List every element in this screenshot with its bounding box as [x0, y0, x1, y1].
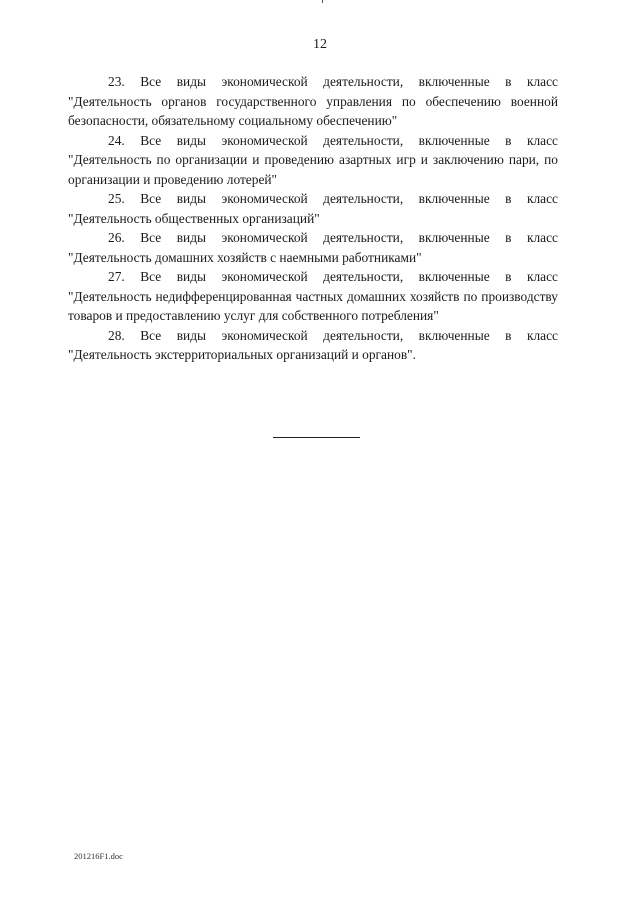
document-file-id: 201216F1.doc	[74, 851, 123, 861]
item-list	[68, 72, 558, 365]
list-item-27: 27. Все виды экономической деятельности, включенные в класс "Деятельность недифференцированная частных домашних хозяйств по производству товаров и предоставлению услуг для собственного потребления"	[68, 269, 558, 323]
list-item-26: 26. Все виды экономической деятельности, включенные в класс "Деятельность домашних хозяйств с наемными работниками"	[68, 230, 558, 265]
end-separator-line	[273, 437, 360, 438]
list-item-24: 24. Все виды экономической деятельности, включенные в класс "Деятельность по организации и проведению азартных игр и заключению пари, по организации и проведению лотерей"	[68, 132, 558, 187]
list-item-23: 23. Все виды экономической деятельности, включенные в класс "Деятельность органов государственного управления по обеспечению военной безопасности, обязательному социальному обеспечению"	[68, 74, 558, 128]
top-edge-mark	[322, 0, 323, 3]
page-number: 12	[313, 37, 327, 52]
list-item-28: 28. Все виды экономической деятельности, включенные в класс "Деятельность экстерриториальных организаций и органов".	[68, 327, 558, 362]
list-item-25: 25. Все виды экономической деятельности, включенные в класс "Деятельность общественных организаций"	[68, 191, 558, 226]
